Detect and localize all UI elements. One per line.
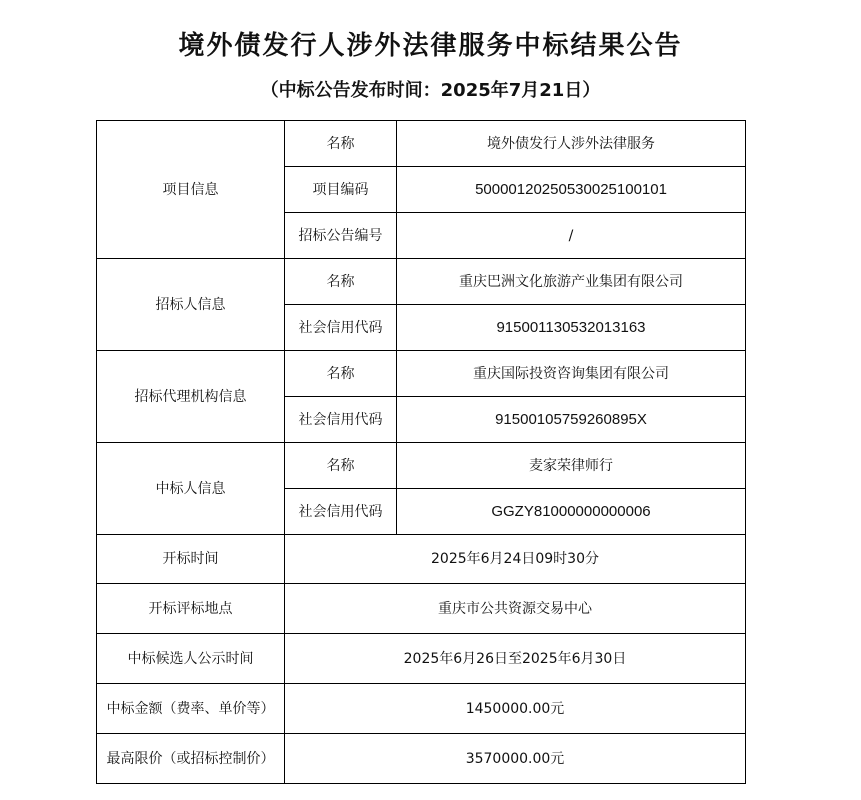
agency-info-label: 招标代理机构信息 [97, 351, 285, 443]
tenderer-info-label: 招标人信息 [97, 259, 285, 351]
project-name-value: 境外债发行人涉外法律服务 [397, 121, 746, 167]
max-price-label: 最高限价（或招标控制价） [97, 734, 285, 784]
winner-name-value: 麦家荣律师行 [397, 443, 746, 489]
table-row [97, 734, 746, 784]
table-row [97, 584, 746, 634]
publicity-period-value: 2025年6月26日至2025年6月30日 [285, 634, 746, 684]
winner-credit-value: GGZY81000000000006 [397, 489, 746, 535]
page-title: 境外债发行人涉外法律服务中标结果公告 [178, 31, 683, 61]
table-row [97, 259, 746, 305]
result-table [96, 120, 746, 784]
agency-credit-label: 社会信用代码 [285, 397, 397, 443]
agency-credit-value: 91500105759260895X [397, 397, 746, 443]
tenderer-credit-label: 社会信用代码 [285, 305, 397, 351]
agency-name-label: 名称 [285, 351, 397, 397]
opening-location-label: 开标评标地点 [97, 584, 285, 634]
winner-name-label: 名称 [285, 443, 397, 489]
table-row [97, 443, 746, 489]
publicity-period-label: 中标候选人公示时间 [97, 634, 285, 684]
project-code-label: 项目编码 [285, 167, 397, 213]
notice-number-value: / [397, 213, 746, 259]
notice-number-label: 招标公告编号 [285, 213, 397, 259]
opening-time-value: 2025年6月24日09时30分 [285, 535, 746, 584]
tenderer-credit-value: 915001130532013163 [397, 305, 746, 351]
winner-info-label: 中标人信息 [97, 443, 285, 535]
project-code-value: 50000120250530025100101 [397, 167, 746, 213]
publish-date-subtitle: （中标公告发布时间：2025年7月21日） [260, 80, 601, 101]
table-row [97, 351, 746, 397]
opening-time-label: 开标时间 [97, 535, 285, 584]
table-row [97, 684, 746, 734]
bid-amount-label: 中标金额（费率、单价等） [97, 684, 285, 734]
opening-location-value: 重庆市公共资源交易中心 [285, 584, 746, 634]
table-row [97, 121, 746, 167]
table-row [97, 535, 746, 584]
winner-credit-label: 社会信用代码 [285, 489, 397, 535]
tenderer-name-value: 重庆巴洲文化旅游产业集团有限公司 [397, 259, 746, 305]
project-name-label: 名称 [285, 121, 397, 167]
max-price-value: 3570000.00元 [285, 734, 746, 784]
agency-name-value: 重庆国际投资咨询集团有限公司 [397, 351, 746, 397]
project-info-label: 项目信息 [97, 121, 285, 259]
table-row [97, 634, 746, 684]
bid-amount-value: 1450000.00元 [285, 684, 746, 734]
tenderer-name-label: 名称 [285, 259, 397, 305]
